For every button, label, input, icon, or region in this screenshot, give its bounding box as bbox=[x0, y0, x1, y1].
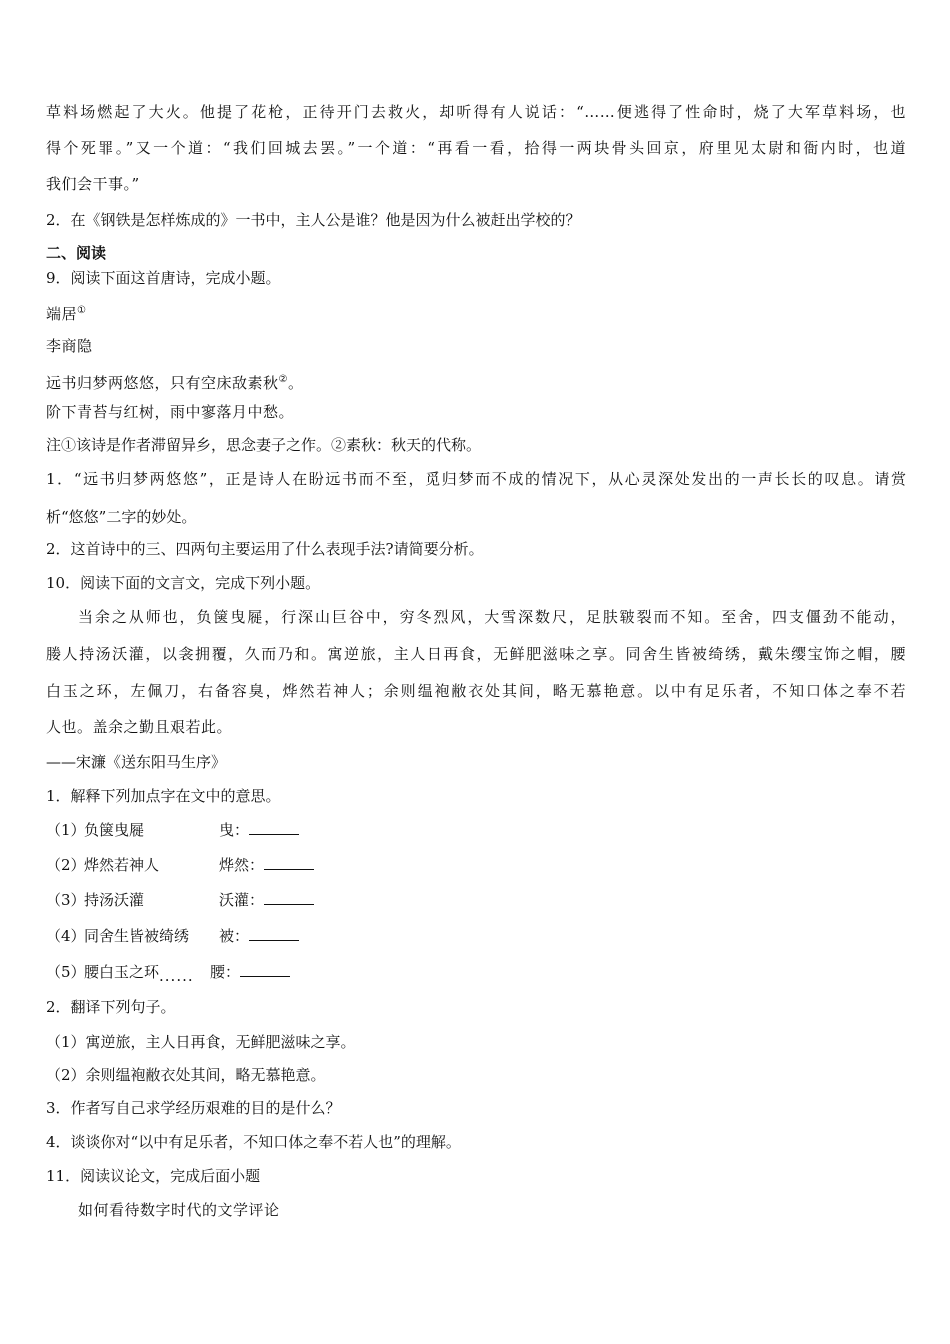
item-gloss-label: 被： bbox=[219, 927, 250, 945]
passage-line: 得个死罪。”又一个道：“我们回城去罢。”一个道：“再看一看，拾得一两块骨头回京，府里见太尉和衙内时，也道 bbox=[46, 139, 906, 157]
question-10-4: 4．谈谈你对“以中有足乐者，不知口体之奉不若人也”的理解。 bbox=[46, 1133, 461, 1151]
poem-line-text: 远书归梦两悠悠，只有空床敌素秋 bbox=[46, 374, 279, 392]
vocab-item bbox=[46, 961, 290, 983]
poem-notes: 注①该诗是作者滞留异乡，思念妻子之作。②素秋：秋天的代称。 bbox=[46, 436, 482, 454]
answer-blank[interactable] bbox=[264, 855, 314, 870]
poem-line bbox=[46, 369, 906, 394]
poem-title-text: 端居 bbox=[46, 305, 78, 323]
question-9-1: 1．“远书归梦两悠悠”，正是诗人在盼远书而不至，觅归梦而不成的情况下，从心灵深处发出的一声长长的叹息。请赏 bbox=[46, 470, 906, 488]
item-number: （2） bbox=[46, 856, 86, 874]
question-9-intro: 9．阅读下面这首唐诗，完成小题。 bbox=[46, 269, 281, 287]
section-heading: 二、阅读 bbox=[46, 244, 107, 262]
question-9-2: 2．这首诗中的三、四两句主要运用了什么表现手法?请简要分析。 bbox=[46, 540, 484, 558]
poem-title bbox=[46, 300, 906, 325]
question-11-intro: 11．阅读议论文，完成后面小题 bbox=[46, 1167, 261, 1185]
item-phrase: 持汤沃灌 bbox=[84, 891, 145, 909]
item-phrase: 同舍生皆被绮绣 bbox=[84, 927, 190, 945]
answer-blank[interactable] bbox=[249, 926, 299, 941]
vocab-item bbox=[46, 854, 314, 876]
item-phrase: 烨然若神人 bbox=[84, 856, 160, 874]
classical-text-line: 媵人持汤沃灌，以衾拥覆，久而乃和。寓逆旅，主人日再食，无鲜肥滋味之享。同舍生皆被绮绣，戴朱缨宝饰之帽，腰 bbox=[46, 645, 906, 663]
item-number: （3） bbox=[46, 891, 86, 909]
answer-blank[interactable] bbox=[264, 890, 314, 905]
question-9-1-cont: 析“悠悠”二字的妙处。 bbox=[46, 508, 197, 526]
question-10-2: 2．翻译下列句子。 bbox=[46, 998, 176, 1016]
passage-line: 我们会干事。” bbox=[46, 175, 140, 193]
classical-text-line: 人也。盖余之勤且艰若此。 bbox=[46, 718, 233, 736]
essay-title: 如何看待数字时代的文学评论 bbox=[78, 1201, 280, 1219]
item-gloss-label: 沃灌： bbox=[219, 891, 265, 909]
item-number: （5） bbox=[46, 963, 86, 981]
translation-item: （2）余则缊袍敝衣处其间，略无慕艳意。 bbox=[46, 1066, 326, 1084]
vocab-item bbox=[46, 819, 299, 841]
answer-blank[interactable] bbox=[240, 962, 290, 977]
item-number: （1） bbox=[46, 821, 86, 839]
vocab-item bbox=[46, 925, 299, 947]
classical-text-line: 当余之从师也，负箧曳屣，行深山巨谷中，穷冬烈风，大雪深数尺，足肤皲裂而不知。至舍，四支僵劲不能动， bbox=[78, 608, 906, 626]
passage-line: 草料场燃起了大火。他提了花枪，正待开门去救火，却听得有人说话：“……便逃得了性命时，烧了大军草料场，也 bbox=[46, 103, 906, 121]
poem-line-end: 。 bbox=[287, 374, 304, 392]
question-10-intro: 10．阅读下面的文言文，完成下列小题。 bbox=[46, 574, 321, 592]
translation-item: （1）寓逆旅，主人日再食，无鲜肥滋味之享。 bbox=[46, 1033, 356, 1051]
item-gloss-label: 曳： bbox=[219, 821, 250, 839]
item-phrase: 负箧曳屣 bbox=[84, 821, 145, 839]
poem-line: 阶下青苔与红树，雨中寥落月中愁。 bbox=[46, 403, 295, 421]
footnote-marker: ② bbox=[278, 374, 288, 385]
item-gloss-label: 腰： bbox=[210, 963, 241, 981]
item-number: （4） bbox=[46, 927, 86, 945]
item-phrase: 腰白玉之环 bbox=[84, 963, 160, 981]
item-gloss-label: 烨然： bbox=[219, 856, 265, 874]
poem-author: 李商隐 bbox=[46, 337, 93, 355]
classical-text-line: 白玉之环，左佩刀，右备容臭，烨然若神人；余则缊袍敝衣处其间，略无慕艳意。以中有足乐者，不知口体之奉不若 bbox=[46, 682, 906, 700]
question-8-2: 2．在《钢铁是怎样炼成的》一书中，主人公是谁？他是因为什么被赶出学校的？ bbox=[46, 211, 581, 229]
question-10-3: 3．作者写自己求学经历艰难的目的是什么？ bbox=[46, 1099, 341, 1117]
question-10-1: 1．解释下列加点字在文中的意思。 bbox=[46, 787, 281, 805]
answer-blank[interactable] bbox=[249, 820, 299, 835]
source-citation: ——宋濂《送东阳马生序》 bbox=[46, 753, 227, 771]
footnote-marker: ① bbox=[77, 305, 87, 316]
emphasis-dots: ...... bbox=[159, 967, 194, 985]
vocab-item bbox=[46, 889, 314, 911]
